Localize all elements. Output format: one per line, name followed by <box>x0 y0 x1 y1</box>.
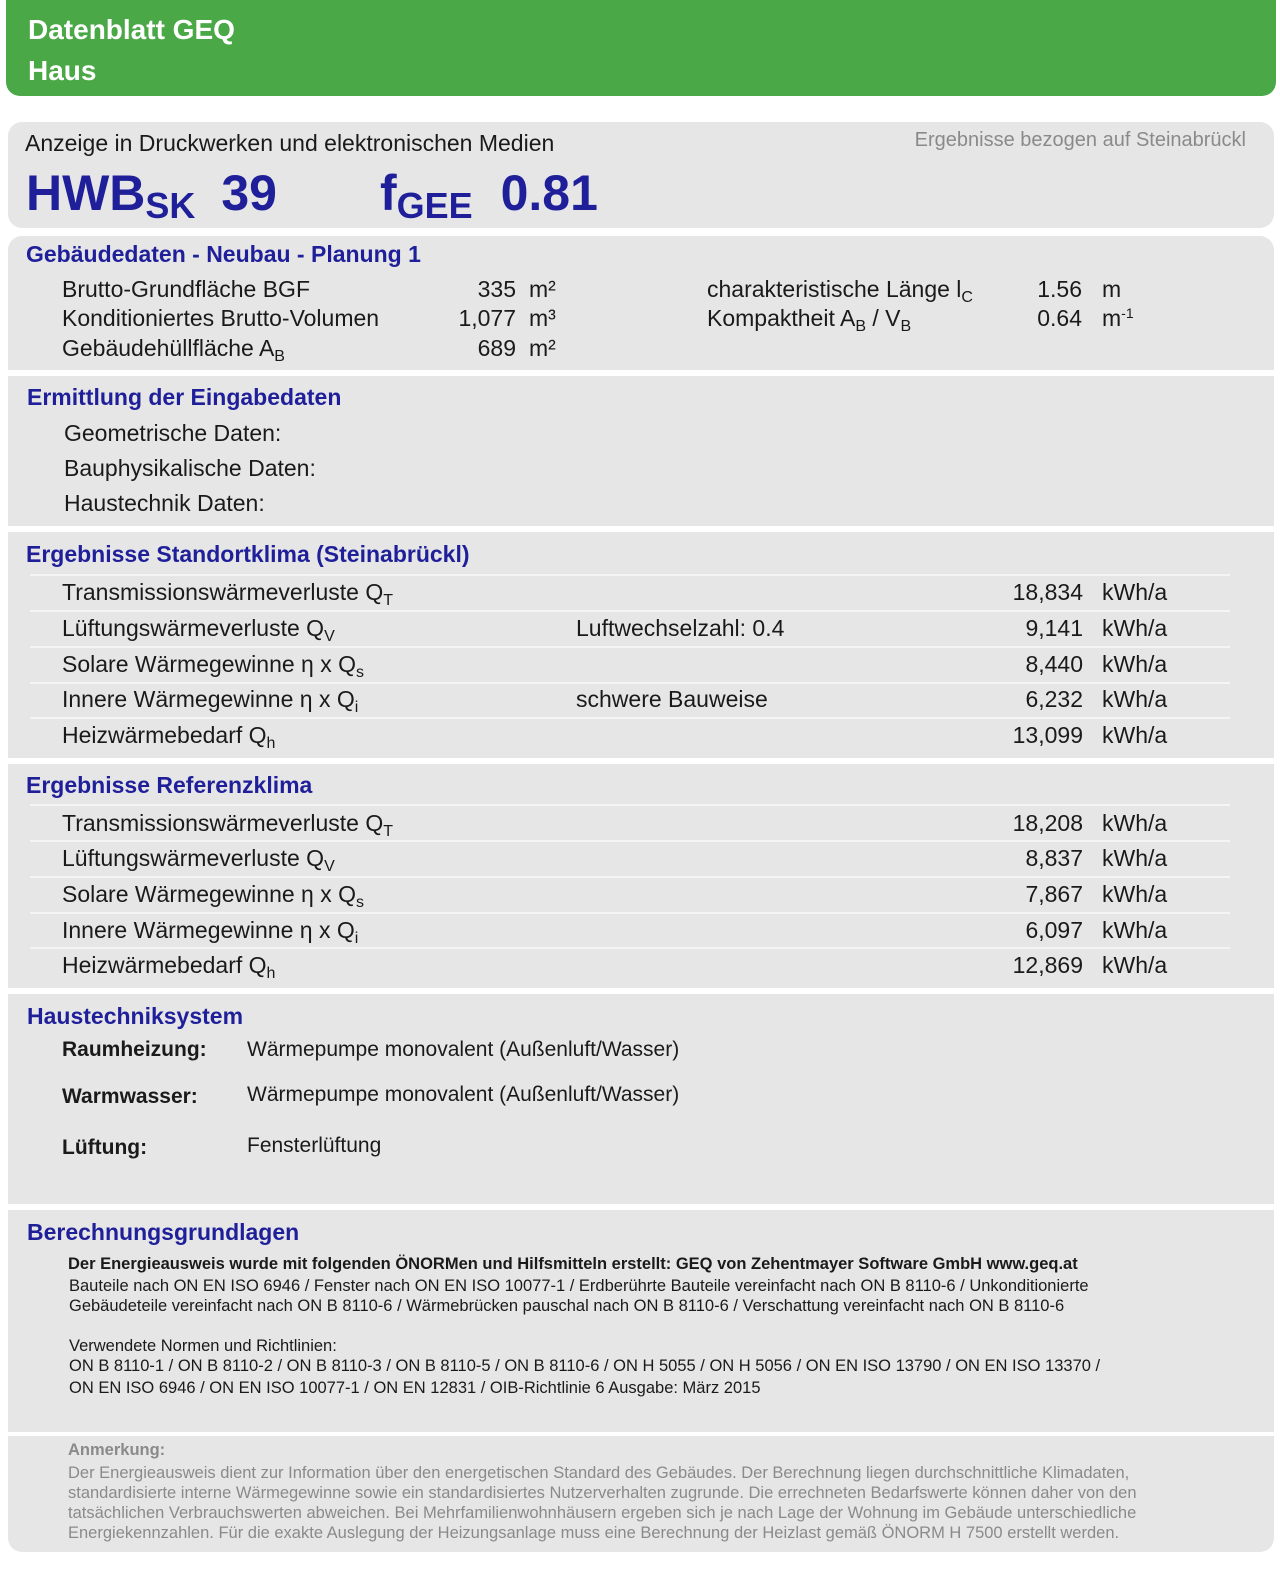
lc-heating-unit: kWh/a <box>1102 722 1168 748</box>
row-divider <box>30 876 1230 878</box>
lc-internal-label: Innere Wärmegewinne η x $Q_i$ <box>62 686 359 716</box>
remark-section <box>8 1436 1274 1552</box>
input-data-section <box>8 376 1274 526</box>
row-divider <box>30 610 1230 612</box>
lc-internal-note: schwere Bauweise <box>576 686 768 712</box>
hvac-hotwater-label: Warmwasser: <box>62 1085 198 1108</box>
rc-internal-label: Innere Wärmegewinne η x $Q_i$ <box>62 917 359 947</box>
rc-internal-value: 6,097 <box>1025 917 1083 943</box>
bgf-value: 335 <box>477 276 516 302</box>
hwb-value: 39 <box>221 165 277 221</box>
lc-heating-label: Heizwärmebedarf $Q_h$ <box>62 722 276 752</box>
norms-line-2: ON EN ISO 6946 / ON EN ISO 10077-1 / ON EN 12831 / OIB-Richtlinie 6 Ausgabe: März 2015 <box>69 1379 761 1397</box>
rc-transmission-value: 18,208 <box>1012 810 1083 836</box>
hvac-ventilation-value: Fensterlüftung <box>247 1134 382 1157</box>
row-divider <box>30 947 1230 949</box>
remark-line-1: Der Energieausweis dient zur Information über den energetischen Standard des Gebäudes. Der Berechnung liegen durchschnittliche Klimadaten, <box>68 1464 1130 1482</box>
input-geometric: Geometrische Daten: <box>64 420 282 446</box>
lc-solar-unit: kWh/a <box>1102 651 1168 677</box>
lc-internal-value: 6,232 <box>1025 686 1083 712</box>
lc-internal-unit: kWh/a <box>1102 686 1168 712</box>
basis-title: Berechnungsgrundlagen <box>27 1219 300 1245</box>
lc-solar-label: Solare Wärmegewinne η x $Q_s$ <box>62 651 365 681</box>
page-header <box>6 0 1276 96</box>
char-length-label: charakteristische Länge $l_C$ <box>707 276 973 306</box>
fgee-sub: GEE <box>396 185 473 226</box>
rc-internal-unit: kWh/a <box>1102 917 1168 943</box>
rc-ventilation-unit: kWh/a <box>1102 845 1168 871</box>
rc-transmission-unit: kWh/a <box>1102 810 1168 836</box>
remark-line-3: tatsächlichen Verbrauchswerten abweichen. Bei Mehrfamilienwohnhäusern ergeben sich je nach Lage der Wohnung im Gebäude unterschiedliche <box>68 1504 1137 1522</box>
hwb-indicator <box>26 164 277 227</box>
lc-ventilation-note: Luftwechselzahl: 0.4 <box>576 615 785 641</box>
norms-title: Verwendete Normen und Richtlinien: <box>69 1337 337 1355</box>
row-divider <box>30 840 1230 842</box>
volume-value: 1,077 <box>458 305 516 331</box>
bgf-label: Brutto-Grundfläche BGF <box>62 276 310 302</box>
basis-section <box>8 1210 1274 1432</box>
lc-transmission-value: 18,834 <box>1012 579 1083 605</box>
envelope-label: Gebäudehüllfläche $A_B$ <box>62 335 285 365</box>
location-note: Ergebnisse bezogen auf Steinabrückl <box>914 129 1246 151</box>
hvac-title: Haustechniksystem <box>27 1003 244 1029</box>
rc-ventilation-label: Lüftungswärmeverluste $Q_V$ <box>62 845 335 875</box>
basis-line-1: Bauteile nach ON EN ISO 6946 / Fenster nach ON EN ISO 10077-1 / Erdberührte Bauteile vereinfacht nach ON B 8110-6 / Unkonditionierte <box>69 1277 1089 1295</box>
lc-transmission-unit: kWh/a <box>1102 579 1168 605</box>
hvac-heating-value: Wärmepumpe monovalent (Außenluft/Wasser) <box>247 1038 680 1061</box>
header-subtitle: Haus <box>28 55 97 86</box>
remark-title: Anmerkung: <box>68 1441 166 1459</box>
reference-climate-section <box>8 764 1274 988</box>
char-length-unit: m <box>1102 276 1122 302</box>
compactness-unit: $m^{-1}$ <box>1102 305 1134 331</box>
row-divider <box>30 646 1230 648</box>
rc-solar-value: 7,867 <box>1025 881 1083 907</box>
rc-ventilation-value: 8,837 <box>1025 845 1083 871</box>
reference-climate-title: Ergebnisse Referenzklima <box>26 772 313 798</box>
row-divider <box>30 717 1230 719</box>
row-divider <box>30 804 1230 806</box>
basis-line-2: Gebäudeteile vereinfacht nach ON B 8110-6 / Wärmebrücken pauschal nach ON B 8110-6 / Verschattung vereinfacht nach ON B 8110-6 <box>69 1297 1065 1315</box>
volume-label: Konditioniertes Brutto-Volumen <box>62 305 380 331</box>
input-physical: Bauphysikalische Daten: <box>64 455 316 481</box>
lc-ventilation-value: 9,141 <box>1025 615 1083 641</box>
char-length-value: 1.56 <box>1037 276 1082 302</box>
local-climate-title: Ergebnisse Standortklima (Steinabrückl) <box>26 541 470 567</box>
row-divider <box>30 912 1230 914</box>
rc-solar-unit: kWh/a <box>1102 881 1168 907</box>
rc-heating-unit: kWh/a <box>1102 952 1168 978</box>
summary-caption: Anzeige in Druckwerken und elektronischen Medien <box>25 130 555 156</box>
fgee-value: 0.81 <box>500 165 598 221</box>
input-hvac: Haustechnik Daten: <box>64 490 265 516</box>
hvac-heating-label: Raumheizung: <box>62 1038 207 1061</box>
remark-line-2: standardisierte interne Wärmegewinne sowie ein standardisiertes Nutzerverhalten zugrunde. Die errechneten Bedarfswerte können daher von den <box>68 1484 1137 1502</box>
compactness-value: 0.64 <box>1037 305 1082 331</box>
volume-unit: m³ <box>529 305 556 331</box>
lc-ventilation-unit: kWh/a <box>1102 615 1168 641</box>
building-title: Gebäudedaten - Neubau - Planung 1 <box>26 241 421 267</box>
rc-transmission-label: Transmissionswärmeverluste $Q_T$ <box>62 810 394 840</box>
fgee-indicator <box>380 164 598 227</box>
lc-transmission-label: Transmissionswärmeverluste $Q_T$ <box>62 579 394 609</box>
local-climate-section <box>8 532 1274 758</box>
rc-heating-value: 12,869 <box>1012 952 1083 978</box>
remark-line-4: Energiekennzahlen. Für die exakte Auslegung der Heizungsanlage muss eine Berechnung der Heizlast gemäß ÖNORM H 7500 erstellt werden. <box>68 1524 1120 1542</box>
basis-intro: Der Energieausweis wurde mit folgenden ÖNORMen und Hilfsmitteln erstellt: GEQ von Zehentmayer Software GmbH www.geq.at <box>68 1255 1078 1273</box>
envelope-value: 689 <box>477 335 516 361</box>
lc-solar-value: 8,440 <box>1025 651 1083 677</box>
rc-heating-label: Heizwärmebedarf $Q_h$ <box>62 952 276 982</box>
compactness-label: Kompaktheit $A_B / V_B$ <box>707 305 912 335</box>
row-divider <box>30 682 1230 684</box>
rc-solar-label: Solare Wärmegewinne η x $Q_s$ <box>62 881 365 911</box>
hwb-main: HWB <box>26 165 146 221</box>
hvac-hotwater-value: Wärmepumpe monovalent (Außenluft/Wasser) <box>247 1083 680 1106</box>
building-section <box>8 236 1274 370</box>
norms-line-1: ON B 8110-1 / ON B 8110-2 / ON B 8110-3 / ON B 8110-5 / ON B 8110-6 / ON H 5055 / ON H 5056 / ON EN ISO 13790 / ON EN ISO 13370 / <box>69 1357 1101 1375</box>
summary-box <box>8 122 1274 228</box>
input-data-title: Ermittlung der Eingabedaten <box>27 384 342 410</box>
envelope-unit: m² <box>529 335 556 361</box>
lc-heating-value: 13,099 <box>1012 722 1083 748</box>
fgee-main: f <box>380 165 397 221</box>
header-title: Datenblatt GEQ <box>28 14 235 45</box>
row-divider <box>30 574 1230 576</box>
bgf-unit: m² <box>529 276 556 302</box>
lc-ventilation-label: Lüftungswärmeverluste $Q_V$ <box>62 615 335 645</box>
hvac-section <box>8 994 1274 1204</box>
hwb-sub: SK <box>145 185 196 226</box>
hvac-ventilation-label: Lüftung: <box>62 1136 148 1159</box>
